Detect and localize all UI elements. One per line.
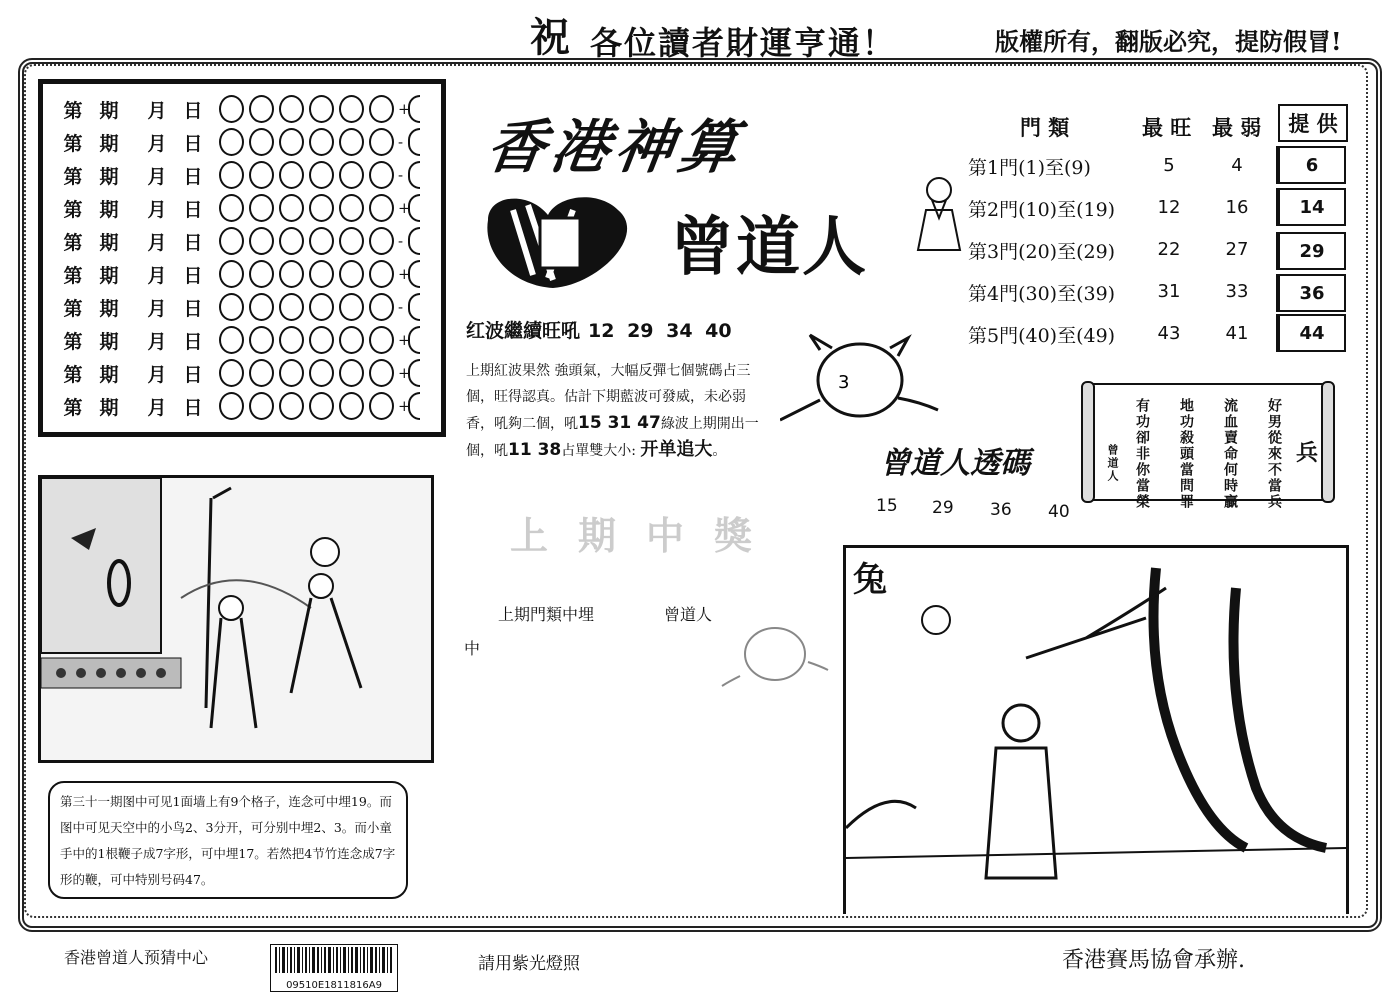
grid-row [61,94,420,124]
min-value: 27 [1225,239,1249,260]
ball-row [219,95,394,123]
title-main: 香港神算 [482,113,749,181]
grid-label: 日 [183,297,203,320]
grid-label: 月 [147,396,167,419]
grid-label: 日 [183,132,203,155]
poem-key-char: 兵 [1296,440,1319,466]
max-value: 31 [1157,281,1181,302]
grid-label: 期 [99,99,119,122]
door-label: 第2門(10)至(19) [968,199,1116,221]
para-text-1: 上期紅波果然 強頭氣，大幅反彈七個號碼占三個，旺得認真。估計下期藍波可發威，未必弱香，吼夠二個，吼 [466,363,751,432]
title-sub: 曾道人 [670,210,868,285]
grid-label: 第 [63,396,83,419]
grid-label: 日 [183,363,203,386]
col-header-min: 最 弱 [1212,115,1262,140]
poem-line-1: 好男從來不當兵 [1266,398,1282,510]
grid-row [61,193,420,223]
ball-row [219,359,394,387]
grid-label: 第 [63,132,83,155]
small-pig-icon [720,606,830,690]
grid-label: 第 [63,330,83,353]
red-wave-numbers: 12 29 34 40 [588,320,732,342]
poem-line-3: 地功殺頭當問罪 [1178,398,1194,510]
max-value: 43 [1157,323,1181,344]
grid-label: 日 [183,330,203,353]
red-wave-label: 红波繼續旺吼 [466,320,581,342]
grid-label: 月 [147,132,167,155]
barcode-number: 09510E1811816A9 [286,980,382,991]
ball-row [219,392,394,420]
grid-label: 期 [99,165,119,188]
grid-sign: - [398,232,404,250]
tout-number: 36 [990,500,1012,520]
grid-sign: + [398,397,411,415]
ball-row [219,260,394,288]
ball-row [219,161,394,189]
header-wish: 各位讀者財運亨通！ [590,24,897,62]
col-header-provide [1278,104,1348,142]
ball-row [219,326,394,354]
grid-sign: + [398,100,411,118]
grid-label: 期 [99,198,119,221]
grid-label: 月 [147,231,167,254]
grid-sign: + [398,364,411,382]
tout-number: 40 [1048,502,1070,522]
col-header-provide-text: 提 供 [1288,111,1338,136]
ball-row [219,227,394,255]
grid-label: 第 [63,363,83,386]
grid-label: 日 [183,231,203,254]
ball-row [219,128,394,156]
header-blessing-char: 祝 [530,14,570,61]
ball-row [219,194,394,222]
grid-sign: - [398,298,404,316]
min-value: 4 [1231,155,1243,176]
pig-cartoon-icon [780,310,940,440]
provide-value: 36 [1276,274,1346,312]
tout-title: 曾道人透碼 [880,446,1030,481]
clue-illustration-left [38,475,434,763]
tout-number: 15 [876,496,898,516]
grid-label: 第 [63,231,83,254]
ball-row [219,293,394,321]
grid-label: 日 [183,396,203,419]
max-value: 12 [1157,197,1181,218]
grid-sign: + [398,199,411,217]
clue-explanation: 第三十一期图中可见1面墙上有9个格子，连念可中埋19。而图中可见天空中的小鸟2、3分开，可分别中埋2、3。而小童手中的1根鞭子成7字形，可中埋17。若然把4节竹连念成7字形的鞭，可中特别号码47。 [48,781,408,899]
organizer: 香港賽馬協會承辦. [1062,948,1245,973]
poem-signature: 曾道人 [1106,444,1119,483]
grid-label: 月 [147,297,167,320]
grid-label: 第 [63,198,83,221]
grid-row [61,127,420,157]
grid-label: 月 [147,99,167,122]
grid-label: 期 [99,396,119,419]
grid-label: 日 [183,198,203,221]
grid-label: 期 [99,231,119,254]
grid-row [61,358,420,388]
grid-label: 第 [63,99,83,122]
barcode-icon [271,945,397,975]
analysis-paragraph [466,358,766,464]
last-category-label: 上期門類中埋 [498,605,595,624]
grid-label: 期 [99,330,119,353]
grid-label: 期 [99,264,119,287]
grid-label: 月 [147,330,167,353]
para-end: 。 [712,443,727,459]
grid-row [61,226,420,256]
grid-row [61,259,420,289]
heart-logo-icon [478,190,658,290]
zodiac-rabbit-char: 兔 [853,560,887,600]
grid-sign: - [398,166,404,184]
provide-value: 6 [1276,146,1346,184]
footer-center-name: 香港曾道人预猜中心 [64,948,209,967]
grid-label: 月 [147,264,167,287]
door-label: 第5門(40)至(49) [968,325,1116,347]
children-playing-icon [41,478,431,760]
clue-illustration-right [843,545,1349,914]
last-hit-label: 中 [464,639,481,658]
poem-line-2: 流血賣命何時贏 [1222,398,1238,510]
results-grid [38,79,446,437]
grid-sign: - [398,133,404,151]
provide-value: 44 [1276,314,1346,352]
grid-label: 期 [99,363,119,386]
odd-big-tip: 开单追大 [640,439,713,460]
grid-row [61,325,420,355]
last-author-label: 曾道人 [664,605,713,624]
scholar-under-tree-icon [846,548,1346,914]
min-value: 33 [1225,281,1249,302]
grid-label: 日 [183,264,203,287]
grid-label: 月 [147,363,167,386]
last-win-watermark: 上期中獎 [510,513,783,558]
grid-label: 第 [63,264,83,287]
barcode [270,944,398,992]
uv-light-notice: 請用紫光燈照 [478,954,580,974]
provide-value: 14 [1276,188,1346,226]
sage-figure-icon [908,170,970,252]
para-text-3: 占單雙大小: [561,443,636,459]
max-value: 5 [1163,155,1175,176]
grid-label: 期 [99,132,119,155]
svg-text:3: 3 [838,372,850,393]
door-label: 第1門(1)至(9) [968,157,1091,179]
copyright-notice: 版權所有，翻版必究，提防假冒! [995,27,1342,56]
grid-label: 月 [147,198,167,221]
tout-number: 29 [932,498,954,518]
grid-label: 日 [183,165,203,188]
grid-row [61,391,420,421]
grid-sign: + [398,265,411,283]
poem-line-4: 有功卻非你當榮 [1134,398,1150,510]
max-value: 22 [1157,239,1181,260]
col-header-max: 最 旺 [1142,115,1192,140]
col-header-door: 門 類 [1020,115,1070,140]
grid-label: 月 [147,165,167,188]
green-numbers: 11 38 [508,440,562,460]
grid-label: 第 [63,165,83,188]
door-label: 第3門(20)至(29) [968,241,1116,263]
grid-row [61,160,420,190]
para-text-2: 綠波上期開出一個，吼 [466,416,759,459]
min-value: 41 [1225,323,1249,344]
provide-value: 29 [1276,232,1346,270]
red-wave-line [466,316,732,343]
door-label: 第4門(30)至(39) [968,283,1116,305]
grid-sign: + [398,331,411,349]
grid-label: 期 [99,297,119,320]
grid-row [61,292,420,322]
grid-label: 第 [63,297,83,320]
min-value: 16 [1225,197,1249,218]
blue-numbers: 15 31 47 [578,413,661,433]
grid-label: 日 [183,99,203,122]
